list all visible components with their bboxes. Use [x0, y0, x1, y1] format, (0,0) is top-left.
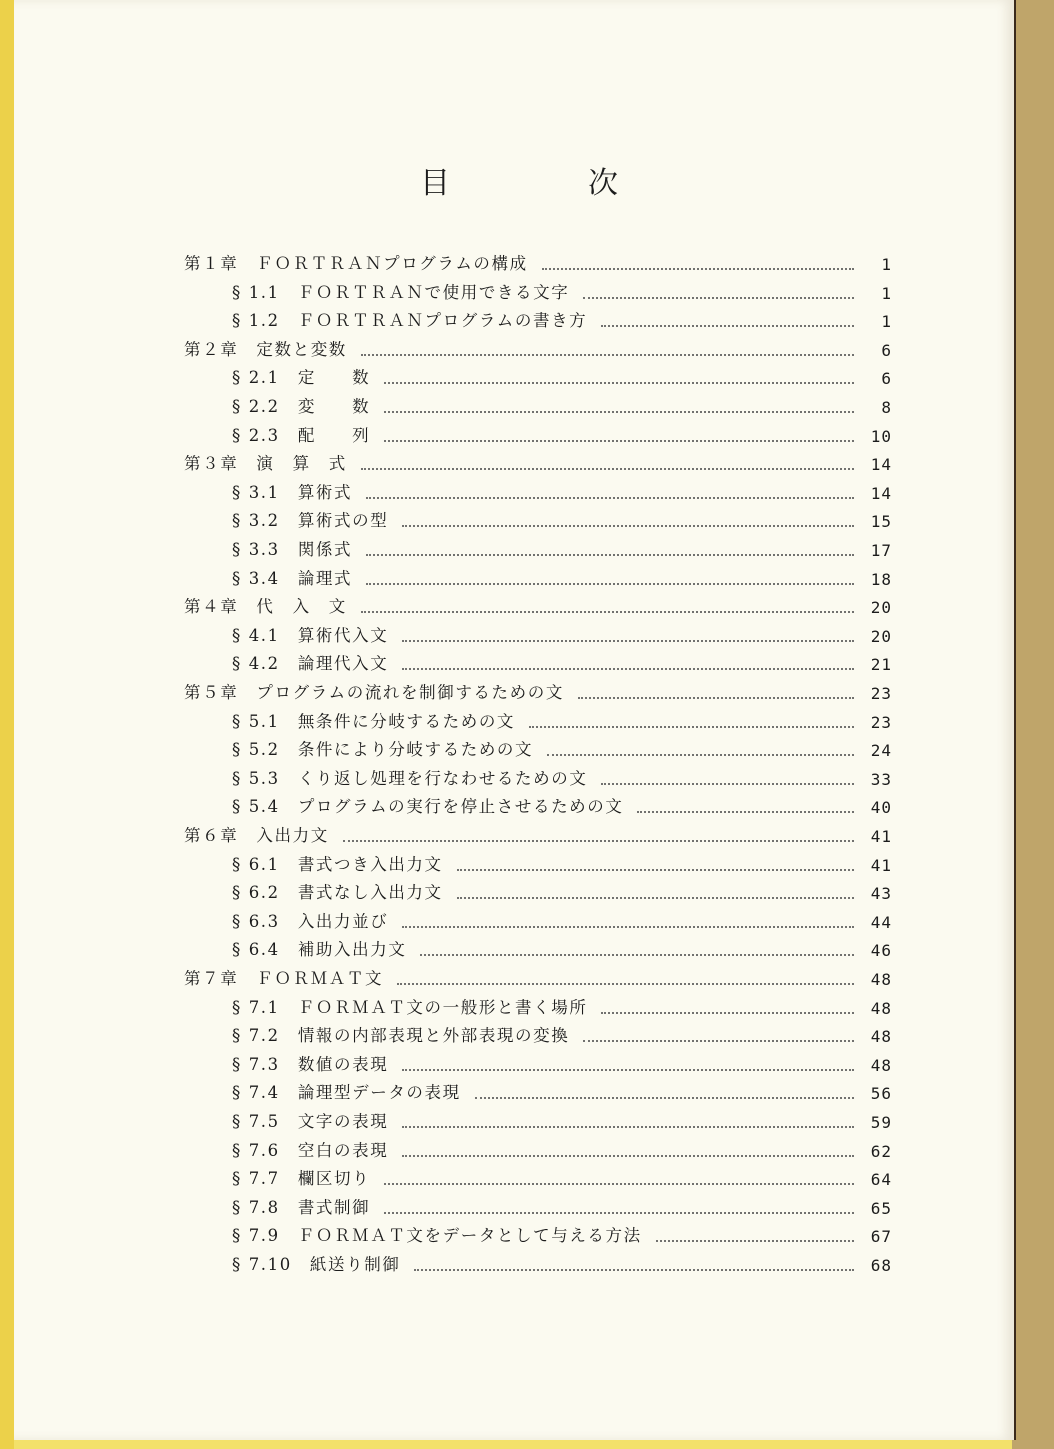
toc-dot-leader: [578, 696, 854, 699]
toc-section-row[interactable]: [232, 648, 892, 674]
toc-page-number: 62: [870, 1142, 892, 1161]
toc-page-number: 1: [881, 312, 892, 331]
toc-entry-label: 第４章 代 入 文: [184, 597, 347, 616]
toc-page-number: 41: [870, 827, 892, 846]
toc-section-row[interactable]: [232, 1163, 892, 1189]
toc-page-number: 14: [870, 455, 892, 474]
toc-section-row[interactable]: [232, 305, 892, 331]
toc-dot-leader: [583, 296, 854, 299]
toc-page-number: 24: [870, 741, 892, 760]
toc-page-number: 18: [870, 570, 892, 589]
toc-page-number: 59: [870, 1113, 892, 1132]
toc-entry-label: § 7.8 書式制御: [232, 1198, 371, 1217]
toc-entry-label: 第２章 定数と変数: [184, 340, 347, 359]
toc-dot-leader: [384, 439, 854, 442]
toc-entry-label: § 3.4 論理式: [232, 569, 353, 588]
toc-section-row[interactable]: [232, 1077, 892, 1103]
toc-entry-label: § 7.3 数値の表現: [232, 1055, 389, 1074]
toc-page-number: 23: [870, 684, 892, 703]
toc-entry-label: 第６章 入出力文: [184, 826, 329, 845]
toc-chapter-row[interactable]: [184, 591, 892, 617]
toc-dot-leader: [402, 1154, 854, 1157]
toc-section-row[interactable]: [232, 1106, 892, 1132]
toc-entry-label: § 7.7 欄区切り: [232, 1169, 371, 1188]
toc-page-number: 8: [881, 398, 892, 417]
toc-page: [14, 0, 1016, 1440]
toc-dot-leader: [402, 639, 854, 642]
toc-dot-leader: [366, 582, 854, 585]
toc-chapter-row[interactable]: [184, 248, 892, 274]
toc-chapter-row[interactable]: [184, 820, 892, 846]
toc-dot-leader: [343, 839, 854, 842]
toc-section-row[interactable]: [232, 992, 892, 1018]
toc-page-number: 6: [881, 369, 892, 388]
toc-section-row[interactable]: [232, 1220, 892, 1246]
toc-page-number: 15: [870, 512, 892, 531]
toc-dot-leader: [361, 610, 854, 613]
toc-page-number: 20: [870, 627, 892, 646]
toc-dot-leader: [601, 324, 854, 327]
toc-dot-leader: [457, 868, 854, 871]
toc-page-number: 64: [870, 1170, 892, 1189]
toc-chapter-row[interactable]: [184, 334, 892, 360]
page-title-left: 目: [420, 166, 452, 201]
toc-dot-leader: [542, 267, 854, 270]
toc-entry-label: § 5.1 無条件に分岐するための文: [232, 712, 516, 731]
toc-dot-leader: [414, 1268, 854, 1271]
toc-chapter-row[interactable]: [184, 448, 892, 474]
toc-entry-label: § 4.1 算術代入文: [232, 626, 389, 645]
toc-section-row[interactable]: [232, 877, 892, 903]
toc-entry-label: § 4.2 論理代入文: [232, 654, 389, 673]
toc-dot-leader: [420, 953, 854, 956]
toc-page-number: 14: [870, 484, 892, 503]
toc-entry-label: § 6.2 書式なし入出力文: [232, 883, 443, 902]
toc-entry-label: § 5.2 条件により分岐するための文: [232, 740, 534, 759]
toc-section-row[interactable]: [232, 906, 892, 932]
toc-page-number: 41: [870, 856, 892, 875]
toc-dot-leader: [384, 1182, 854, 1185]
toc-page-number: 44: [870, 913, 892, 932]
toc-page-number: 48: [870, 1027, 892, 1046]
toc-section-row[interactable]: [232, 420, 892, 446]
toc-entry-label: 第５章 プログラムの流れを制御するための文: [184, 683, 564, 702]
toc-dot-leader: [366, 553, 854, 556]
toc-page-number: 48: [870, 1056, 892, 1075]
toc-section-row[interactable]: [232, 1049, 892, 1075]
toc-entry-label: § 7.10 紙送り制御: [232, 1255, 401, 1274]
toc-section-row[interactable]: [232, 1192, 892, 1218]
toc-entry-label: § 7.1 ＦＯＲＭＡＴ文の一般形と書く場所: [232, 998, 588, 1017]
toc-dot-leader: [402, 925, 854, 928]
toc-entry-label: § 5.3 くり返し処理を行なわせるための文: [232, 769, 588, 788]
toc-entry-label: § 7.6 空白の表現: [232, 1141, 389, 1160]
toc-page-number: 40: [870, 798, 892, 817]
toc-section-row[interactable]: [232, 1135, 892, 1161]
toc-section-row[interactable]: [232, 277, 892, 303]
page-title-right: 次: [588, 166, 620, 201]
toc-section-row[interactable]: [232, 477, 892, 503]
toc-dot-leader: [583, 1039, 854, 1042]
toc-entry-label: § 7.5 文字の表現: [232, 1112, 389, 1131]
toc-section-row[interactable]: [232, 706, 892, 732]
toc-entry-label: § 6.1 書式つき入出力文: [232, 855, 443, 874]
toc-dot-leader: [656, 1239, 854, 1242]
toc-section-row[interactable]: [232, 849, 892, 875]
toc-dot-leader: [601, 1011, 854, 1014]
toc-entry-label: § 5.4 プログラムの実行を停止させるための文: [232, 797, 624, 816]
toc-page-number: 56: [870, 1084, 892, 1103]
toc-entry-label: § 6.4 補助入出力文: [232, 940, 407, 959]
toc-dot-leader: [361, 467, 854, 470]
toc-dot-leader: [475, 1096, 854, 1099]
toc-entry-label: § 3.2 算術式の型: [232, 511, 389, 530]
toc-section-row[interactable]: [232, 362, 892, 388]
toc-entry-label: § 3.3 関係式: [232, 540, 353, 559]
toc-section-row[interactable]: [232, 763, 892, 789]
toc-page-number: 48: [870, 970, 892, 989]
toc-entry-label: § 6.3 入出力並び: [232, 912, 389, 931]
toc-dot-leader: [637, 810, 854, 813]
toc-dot-leader: [402, 1125, 854, 1128]
toc-section-row[interactable]: [232, 734, 892, 760]
toc-dot-leader: [601, 782, 854, 785]
toc-entry-label: § 7.4 論理型データの表現: [232, 1083, 461, 1102]
toc-section-row[interactable]: [232, 934, 892, 960]
toc-entry-label: § 2.1 定 数: [232, 368, 371, 387]
toc-page-number: 17: [870, 541, 892, 560]
toc-chapter-row[interactable]: [184, 677, 892, 703]
toc-dot-leader: [361, 353, 854, 356]
toc-page-number: 20: [870, 598, 892, 617]
toc-page-number: 48: [870, 999, 892, 1018]
toc-section-row[interactable]: [232, 505, 892, 531]
toc-section-row[interactable]: [232, 391, 892, 417]
toc-dot-leader: [529, 725, 854, 728]
toc-dot-leader: [384, 381, 854, 384]
toc-dot-leader: [402, 524, 854, 527]
toc-page-number: 1: [881, 255, 892, 274]
toc-section-row[interactable]: [232, 620, 892, 646]
table-of-contents: [14, 0, 1014, 1440]
toc-dot-leader: [402, 1068, 854, 1071]
toc-page-number: 10: [870, 427, 892, 446]
toc-page-number: 43: [870, 884, 892, 903]
toc-dot-leader: [397, 982, 854, 985]
right-page-edge: [1012, 0, 1054, 1449]
toc-page-number: 68: [870, 1256, 892, 1275]
toc-entry-label: § 7.9 ＦＯＲＭＡＴ文をデータとして与える方法: [232, 1226, 642, 1245]
toc-page-number: 21: [870, 655, 892, 674]
toc-dot-leader: [384, 1211, 854, 1214]
toc-section-row[interactable]: [232, 791, 892, 817]
left-page-edge: [0, 0, 14, 1449]
toc-page-number: 1: [881, 284, 892, 303]
toc-page-number: 67: [870, 1227, 892, 1246]
toc-page-number: 23: [870, 713, 892, 732]
toc-entry-label: § 3.1 算術式: [232, 483, 353, 502]
toc-page-number: 46: [870, 941, 892, 960]
toc-page-number: 6: [881, 341, 892, 360]
toc-dot-leader: [384, 410, 854, 413]
toc-page-number: 33: [870, 770, 892, 789]
toc-entry-label: § 7.2 情報の内部表現と外部表現の変換: [232, 1026, 570, 1045]
toc-entry-label: § 2.2 変 数: [232, 397, 371, 416]
toc-entry-label: § 2.3 配 列: [232, 426, 371, 445]
toc-page-number: 65: [870, 1199, 892, 1218]
toc-dot-leader: [366, 496, 854, 499]
toc-section-row[interactable]: [232, 563, 892, 589]
toc-dot-leader: [547, 753, 854, 756]
toc-dot-leader: [402, 667, 854, 670]
toc-dot-leader: [457, 896, 854, 899]
toc-section-row[interactable]: [232, 1020, 892, 1046]
toc-section-row[interactable]: [232, 534, 892, 560]
toc-chapter-row[interactable]: [184, 963, 892, 989]
toc-entry-label: § 1.2 ＦＯＲＴＲＡＮプログラムの書き方: [232, 311, 588, 330]
toc-entry-label: 第３章 演 算 式: [184, 454, 347, 473]
toc-entry-label: § 1.1 ＦＯＲＴＲＡＮで使用できる文字: [232, 283, 570, 302]
toc-entry-label: 第７章 ＦＯＲＭＡＴ文: [184, 969, 384, 988]
toc-section-row[interactable]: [232, 1249, 892, 1275]
toc-entry-label: 第１章 ＦＯＲＴＲＡＮプログラムの構成: [184, 254, 528, 273]
